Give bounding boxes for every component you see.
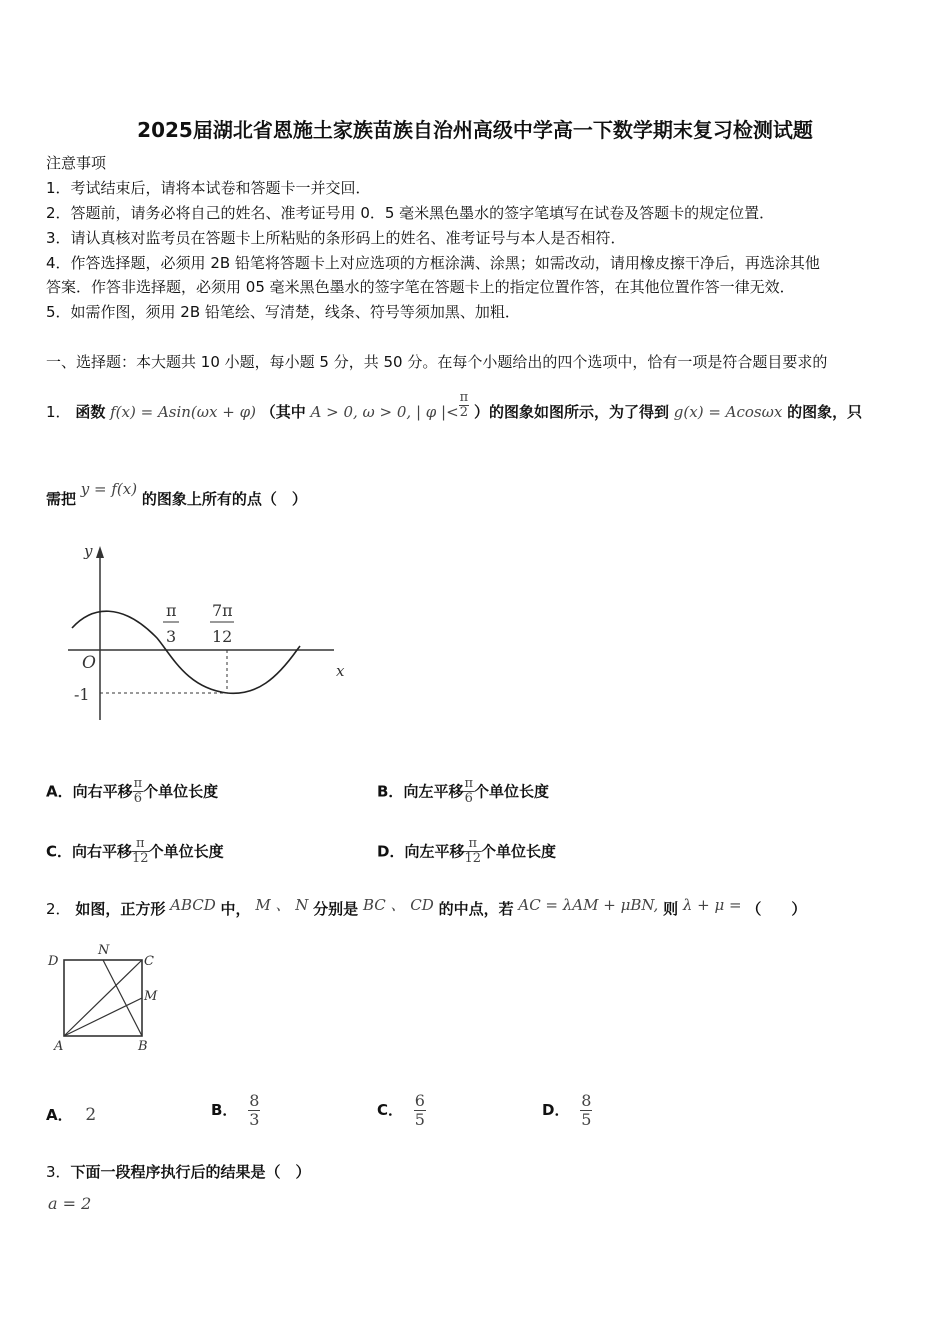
svg-text:D: D	[48, 954, 59, 969]
option-d[interactable]: D． $\frac{8}{5}$	[542, 1091, 592, 1129]
notice-item: 5．如需作图，须用 2B 铅笔绘、写清楚，线条、符号等须加黑、加粗．	[46, 303, 520, 321]
segment-bn	[103, 960, 142, 1036]
sine-curve	[72, 611, 300, 693]
notice-item: 1．考试结束后，请将本试卷和答题卡一并交回．	[46, 179, 371, 197]
segment-ac	[64, 960, 142, 1036]
minus-one-label: -1	[74, 685, 90, 704]
code-line: a = 2	[48, 1194, 92, 1213]
svg-text:M: M	[144, 989, 158, 1004]
question-number: 1．	[46, 403, 71, 421]
y-label: y	[84, 542, 93, 560]
segment-am	[64, 998, 142, 1036]
question-2-text: 2． 如图，正方形 ABCD 中， M 、 N 分别是 BC 、 CD 的中点，若 AC = λAM + μBN, 则 λ + μ = （ ）	[46, 896, 807, 918]
y-axis-arrow	[96, 546, 104, 558]
notice-item: 4．作答选择题，必须用 2B 铅笔将答题卡上对应选项的方框涂满、涂黑；如需改动，请用橡皮擦干净后，再选涂其他	[46, 254, 820, 272]
formula-g: g(x) = Acosωx	[673, 403, 783, 421]
tick-pi-3-num: π	[166, 601, 177, 620]
tick-pi-3-den: 3	[166, 627, 177, 646]
option-a[interactable]: A． 2	[46, 1105, 97, 1125]
svg-text:A: A	[54, 1039, 64, 1054]
notice-item: 答案．作答非选择题，必须用 05 毫米黑色墨水的签字笔在答题卡上的指定位置作答，在其他位置作答一律无效．	[46, 278, 795, 296]
question-number: 3．	[46, 1163, 71, 1181]
formula-y: y = f(x)	[80, 480, 138, 498]
tick-7pi-12-den: 12	[212, 627, 233, 646]
sine-graph	[62, 538, 362, 728]
option-d[interactable]: D．向左平移 $\frac{\pi}{12}$ 个单位长度	[377, 836, 557, 867]
question-3-text: 3．下面一段程序执行后的结果是（ ）	[46, 1163, 311, 1181]
svg-text:N: N	[98, 943, 110, 958]
svg-text:B: B	[138, 1039, 148, 1054]
formula-vector: AC = λAM + μBN,	[518, 896, 659, 914]
notice-heading: 注意事项	[46, 154, 107, 172]
option-b[interactable]: B．向左平移 $\frac{\pi}{6}$ 个单位长度	[377, 776, 550, 807]
option-c[interactable]: C． $\frac{6}{5}$	[377, 1091, 425, 1129]
formula-f: f(x) = Asin(ωx + φ)	[110, 403, 256, 421]
section-heading: 一、选择题：本大题共 10 小题，每小题 5 分，共 50 分。在每个小题给出的四个选项中，恰有一项是符合题目要求的	[46, 353, 828, 371]
fraction: $\frac{\pi}{2}$	[459, 389, 469, 420]
origin-label: O	[82, 653, 96, 673]
x-label: x	[336, 662, 345, 680]
tick-7pi-12-num: 7π	[212, 601, 233, 620]
page-title: 2025届湖北省恩施土家族苗族自治州高级中学高一下数学期末复习检测试题	[137, 118, 813, 142]
question-1-line2: 需把 y = f(x) 的图象上所有的点（ ）	[46, 480, 307, 508]
option-a[interactable]: A．向右平移 $\frac{\pi}{6}$ 个单位长度	[46, 776, 219, 807]
square-figure	[44, 940, 174, 1055]
option-b[interactable]: B． $\frac{8}{3}$	[211, 1091, 260, 1129]
notice-item: 3．请认真核对监考员在答题卡上所粘贴的条形码上的姓名、准考证号与本人是否相符．	[46, 229, 626, 247]
svg-text:C: C	[144, 954, 154, 969]
question-number: 2．	[46, 900, 71, 918]
notice-item: 2．答题前，请务必将自己的姓名、准考证号用 0．5 毫米黑色墨水的签字笔填写在试卷及答题卡的规定位置．	[46, 204, 775, 222]
formula-condition: A > 0, ω > 0, | φ |<	[310, 403, 459, 421]
option-c[interactable]: C．向右平移 $\frac{\pi}{12}$ 个单位长度	[46, 836, 224, 867]
question-1-line1: 1． 函数 f(x) = Asin(ωx + φ) （其中 A > 0, ω > 0, | φ |< $\frac{\pi}{2}$ ）的图象如图所示，为了得到 g(x) = Acosωx 的图象，只	[46, 389, 863, 421]
